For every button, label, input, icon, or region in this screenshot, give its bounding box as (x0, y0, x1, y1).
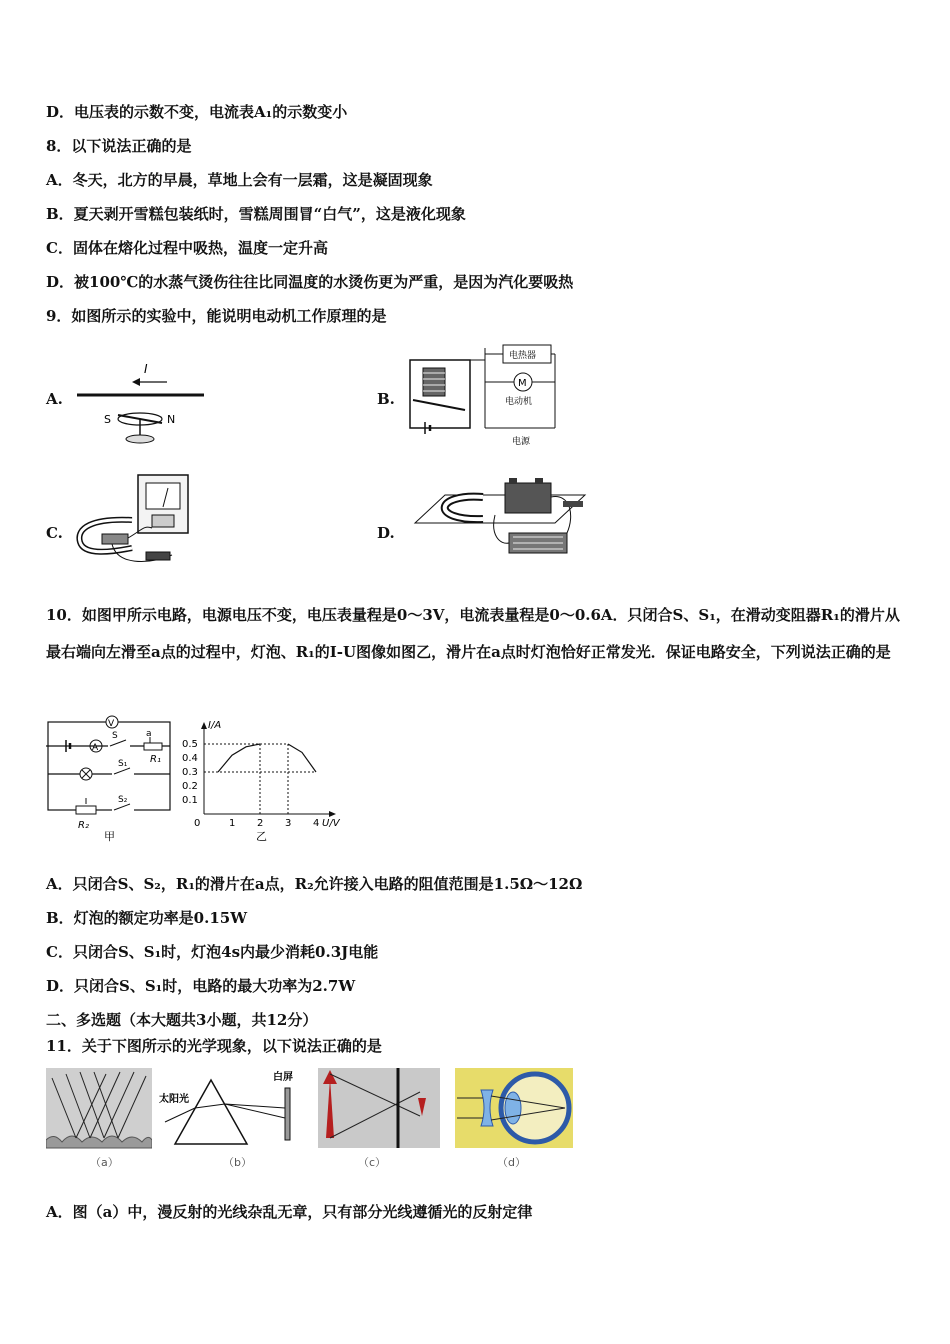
screen-label: 白屏 (273, 1072, 293, 1083)
sunlight-label: 太阳光 (159, 1094, 189, 1105)
current-label: I (144, 362, 148, 376)
caption-b: （b） (223, 1156, 252, 1169)
caption-a: （a） (90, 1156, 119, 1169)
q9-label-c: C. (46, 524, 63, 542)
q9-figure-c (72, 470, 202, 570)
q7-option-d: D．电压表的示数不变，电流表A₁的示数变小 (46, 103, 348, 121)
q8-option-d: D．被100℃的水蒸气烫伤往往比同温度的水烫伤更为严重，是因为汽化要吸热 (46, 273, 574, 291)
switch-s1-label: S₁ (118, 759, 128, 769)
q10-option-a: A．只闭合S、S₂，R₁的滑片在a点，R₂允许接入电路的阻值范围是1.5Ω～12Ω (46, 875, 583, 893)
motor-label: 电动机 (505, 397, 533, 407)
x-axis-label: U/V (322, 818, 340, 829)
source-label: 电源 (512, 437, 531, 447)
series-line (288, 744, 316, 772)
y-tick-label: 0.3 (182, 767, 198, 778)
switch-s-label: S (112, 731, 118, 741)
q10-circuit-diagram (46, 712, 176, 844)
q10-option-d: D．只闭合S、S₁时，电路的最大功率为2.7W (46, 977, 356, 995)
series-line (218, 744, 260, 772)
caption-c: （c） (358, 1156, 387, 1169)
heater-label: 电热器 (509, 351, 537, 361)
x-tick-label: 1 (229, 818, 236, 829)
x-tick-label: 2 (257, 818, 264, 829)
y-tick-label: 0.2 (182, 781, 198, 792)
switch-s2-label: S₂ (118, 795, 128, 805)
x-tick-label: 3 (285, 818, 292, 829)
y-tick-label: 0.4 (182, 753, 198, 764)
caption-d: （d） (497, 1156, 526, 1169)
voltmeter-label: V (108, 719, 115, 729)
q8-option-b: B．夏天剥开雪糕包装纸时，雪糕周围冒“白气”，这是液化现象 (46, 205, 466, 223)
north-pole-label: N (167, 413, 176, 426)
point-a-label: a (146, 729, 152, 739)
south-pole-label: S (104, 413, 111, 426)
x-tick-label: 4 (313, 818, 320, 829)
q9-label-d: D. (377, 524, 395, 542)
circuit-caption: 甲 (104, 830, 115, 843)
q9-figure-d (405, 475, 595, 570)
x-axis-arrow (329, 811, 336, 817)
q11-figure-b (155, 1068, 300, 1172)
q9-label-b: B. (377, 390, 395, 408)
r2-label: R₂ (78, 820, 89, 831)
y-tick-label: 0.5 (182, 739, 198, 750)
x-tick-label: 0 (194, 818, 201, 829)
y-tick-label: 0.1 (182, 795, 198, 806)
q11-figure-c (318, 1068, 444, 1172)
section-2-heading: 二、多选题（本大题共3小题，共12分） (46, 1011, 318, 1029)
r1-label: R₁ (150, 754, 161, 765)
q10-option-c: C．只闭合S、S₁时，灯泡4s内最少消耗0.3J电能 (46, 943, 379, 961)
question-9: 9．如图所示的实验中，能说明电动机工作原理的是 (46, 307, 387, 325)
q8-option-a: A．冬天，北方的早晨，草地上会有一层霜，这是凝固现象 (46, 171, 433, 189)
q11-figure-a (46, 1068, 152, 1172)
question-11: 11．关于下图所示的光学现象，以下说法正确的是 (46, 1037, 382, 1055)
y-axis-label: I/A (208, 720, 222, 731)
motor-symbol: M (518, 378, 527, 389)
graph-caption: 乙 (256, 830, 267, 843)
q11-option-a: A．图（a）中，漫反射的光线杂乱无章，只有部分光线遵循光的反射定律 (46, 1203, 533, 1221)
q9-figure-a (72, 355, 212, 450)
q10-option-b: B．灯泡的额定功率是0.15W (46, 909, 248, 927)
q9-figure-b (405, 340, 565, 450)
y-axis-arrow (201, 722, 207, 729)
ammeter-label: A (92, 743, 99, 753)
q9-label-a: A. (46, 390, 63, 408)
q10-iu-graph (180, 716, 360, 844)
q8-option-c: C．固体在熔化过程中吸热，温度一定升高 (46, 239, 328, 257)
question-8: 8．以下说法正确的是 (46, 137, 192, 155)
q11-figure-d (455, 1068, 575, 1172)
question-10: 10．如图甲所示电路，电源电压不变，电压表量程是0～3V，电流表量程是0～0.6A．只闭合S、S₁，在滑动变阻器R₁的滑片从最右端向左滑至a点的过程中，灯泡、R₁的I-U图像如图乙，滑片在a点时灯泡恰好正常发光．保证电路安全，下列说法正确的是 (46, 606, 900, 661)
